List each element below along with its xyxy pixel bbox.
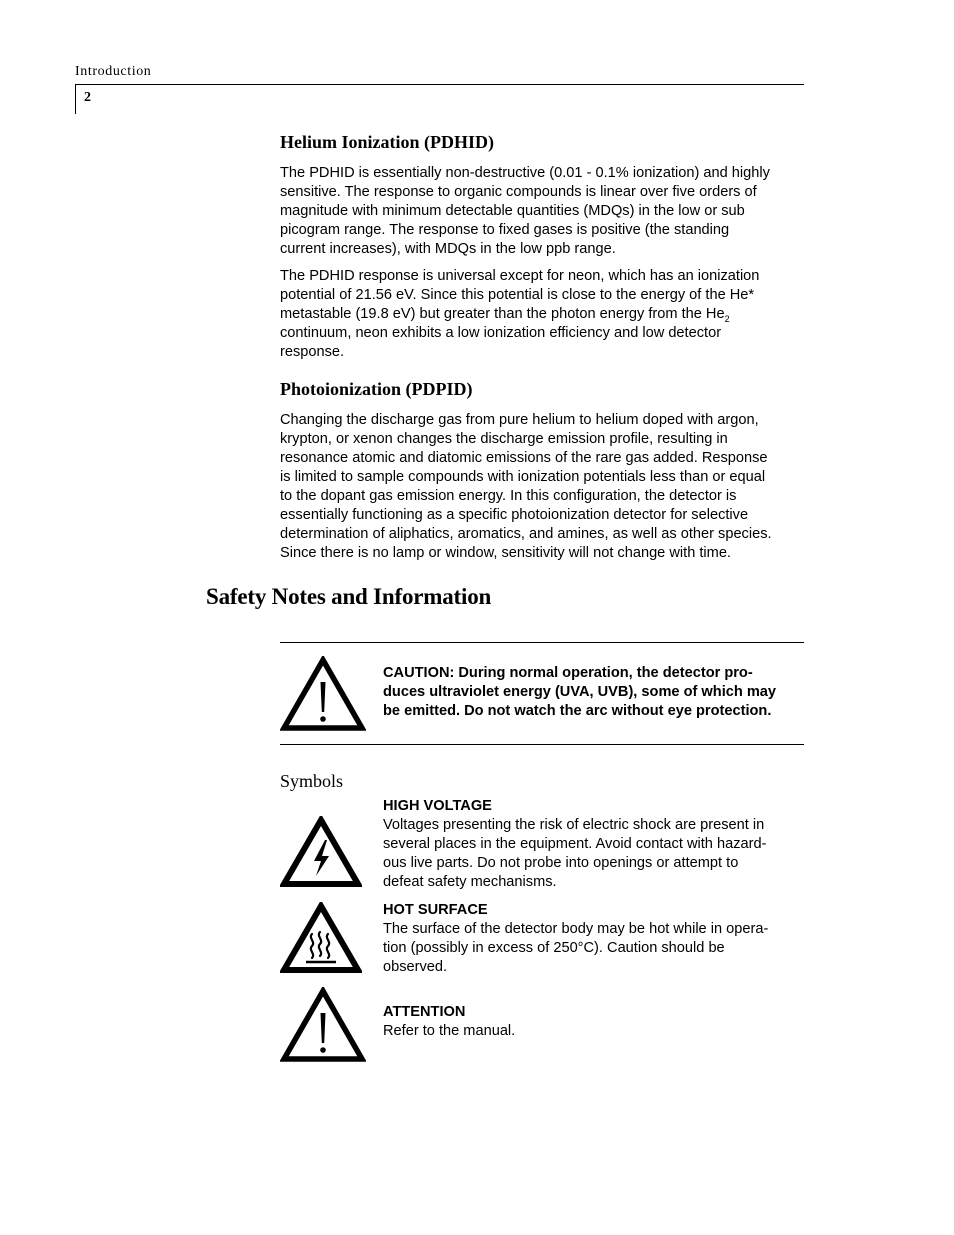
section-heading-pdpid: Photoionization (PDPID) — [280, 379, 473, 399]
header-rule — [75, 84, 804, 85]
hot-surface-icon — [280, 902, 362, 979]
text-line: current increases), with MDQs in the low ppb range. — [280, 241, 616, 257]
text-line: continuum, neon exhibits a low ionization efficiency and low detector — [280, 325, 722, 341]
caution-top-rule — [280, 642, 804, 643]
high-voltage-icon — [280, 816, 362, 893]
text-line: essentially functioning as a specific photoionization detector for selective — [280, 507, 749, 523]
caution-bottom-rule — [280, 744, 804, 745]
text-line: resonance atomic and diatomic emissions of the rare gas added. Response — [280, 450, 768, 466]
header-tick — [75, 84, 76, 114]
text-line: Changing the discharge gas from pure helium to helium doped with argon, — [280, 412, 759, 428]
text-line: picogram range. The response to fixed gases is positive (the standing — [280, 222, 730, 238]
symbol-title: HOT SURFACE — [383, 902, 488, 918]
text-line: tion (possibly in excess of 250°C). Caution should be — [383, 940, 725, 956]
symbol-title: ATTENTION — [383, 1004, 466, 1020]
section-heading-safety: Safety Notes and Information — [206, 584, 492, 609]
text-line: The surface of the detector body may be hot while in opera- — [383, 921, 769, 937]
running-header: Introduction — [75, 64, 152, 79]
page-number: 2 — [84, 90, 91, 105]
symbol-high-voltage — [383, 797, 808, 892]
caution-notice — [383, 664, 808, 721]
text-line: The PDHID is essentially non-destructive (0.01 - 0.1% ionization) and highly — [280, 165, 770, 181]
text-line: to the dopant gas emission energy. In this configuration, the detector is — [280, 488, 737, 504]
text-line: Refer to the manual. — [383, 1023, 516, 1039]
text-line: potential of 21.56 eV. Since this potential is close to the energy of the He* — [280, 287, 755, 303]
symbols-heading: Symbols — [280, 771, 344, 791]
subscript: 2 — [724, 314, 730, 324]
section-heading-pdhid: Helium Ionization (PDHID) — [280, 132, 494, 152]
paragraph-pdhid-2 — [280, 267, 804, 362]
text-line: observed. — [383, 959, 448, 975]
text-line: metastable (19.8 eV) but greater than the photon energy from the He — [280, 306, 725, 322]
text-line: several places in the equipment. Avoid contact with hazard- — [383, 836, 767, 852]
text-line: Since there is no lamp or window, sensitivity will not change with time. — [280, 545, 731, 561]
text-line: krypton, or xenon changes the discharge emission profile, resulting in — [280, 431, 728, 447]
paragraph-pdhid-1 — [280, 164, 804, 259]
text-line: is limited to sample compounds with ionization potentials less than or equal — [280, 469, 766, 485]
symbol-title: HIGH VOLTAGE — [383, 798, 492, 814]
text-line: defeat safety mechanisms. — [383, 874, 557, 890]
text-line: duces ultraviolet energy (UVA, UVB), some of which may — [383, 684, 777, 700]
text-line: response. — [280, 344, 345, 360]
text-line: determination of aliphatics, aromatics, and amines, as well as other species. — [280, 526, 772, 542]
paragraph-pdpid — [280, 411, 804, 563]
text-line: The PDHID response is universal except for neon, which has an ionization — [280, 268, 760, 284]
warning-exclamation-icon — [280, 656, 366, 737]
text-line: Voltages presenting the risk of electric shock are present in — [383, 817, 765, 833]
text-line: magnitude with minimum detectable quantities (MDQs) in the low or sub — [280, 203, 745, 219]
text-line: ous live parts. Do not probe into openings or attempt to — [383, 855, 739, 871]
text-line: CAUTION: During normal operation, the detector pro- — [383, 665, 753, 681]
attention-exclamation-icon — [280, 987, 366, 1068]
symbol-attention — [383, 1003, 808, 1041]
symbol-hot-surface — [383, 901, 808, 977]
text-line: sensitive. The response to organic compounds is linear over five orders of — [280, 184, 757, 200]
text-line: be emitted. Do not watch the arc without eye protection. — [383, 703, 772, 719]
